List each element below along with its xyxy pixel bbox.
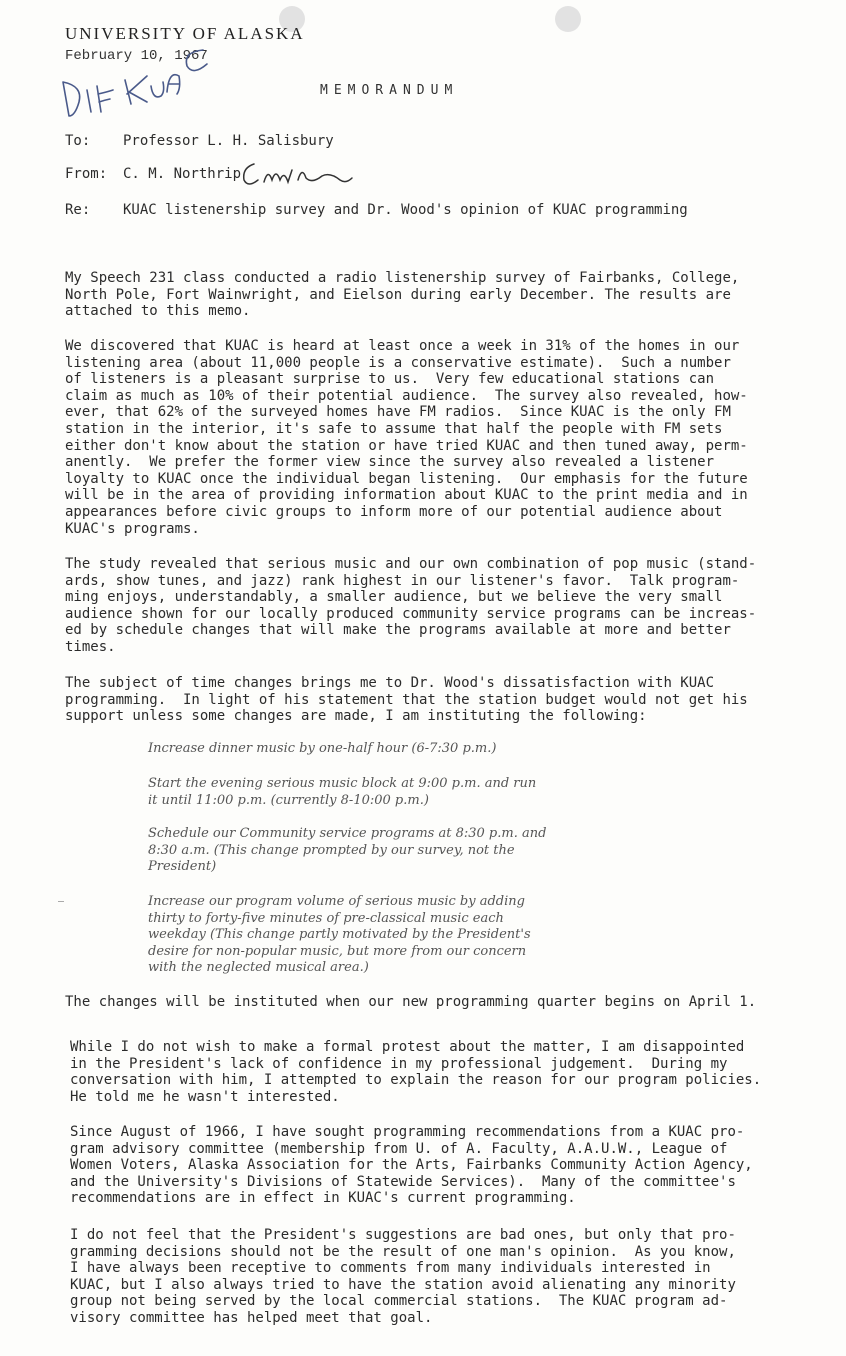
re-label: Re:	[65, 202, 91, 218]
to-label: To:	[65, 133, 91, 149]
paragraph-time-changes: The subject of time changes brings me to Dr. Wood's dissatisfaction with KUAC programming. In light of his statement that the station budget would not get his support unless some changes are made, I am instituting the following:	[65, 675, 748, 725]
change-item: Increase dinner music by one-half hour (6-7:30 p.m.)	[148, 741, 497, 756]
handwritten-scribble	[55, 42, 225, 127]
initials-scribble	[240, 160, 355, 190]
change-item: Increase our program volume of serious music by adding thirty to forty-five minutes of pre-classical music each weekday (This change partly motivated by the President's desire for non-popular music, but more from our concern with the neglected musical area.)	[148, 894, 531, 975]
from-value: C. M. Northrip	[123, 166, 242, 182]
paragraph-protest: While I do not wish to make a formal protest about the matter, I am disappointed in the President's lack of confidence in my professional judgement. During my conversation with him, I attempted to explain the reason for our program policies. He told me he wasn't interested.	[70, 1039, 762, 1105]
letterhead: UNIVERSITY OF ALASKA	[65, 24, 305, 43]
from-line	[65, 166, 241, 182]
handwritten-initials	[240, 160, 355, 190]
paragraph-survey-intro: My Speech 231 class conducted a radio listenership survey of Fairbanks, College, North Pole, Fort Wainwright, and Eielson during early December. The results are attached to this memo.	[65, 270, 740, 320]
from-label: From:	[65, 166, 108, 182]
margin-mark	[58, 901, 64, 902]
paragraph-changes-date: The changes will be instituted when our new programming quarter begins on April 1.	[65, 994, 757, 1010]
paragraph-music-findings: The study revealed that serious music and our own combination of pop music (stand- ards, show tunes, and jazz) rank highest in our listener's favor. Talk program- ming enjoys, understandably, a smaller audience, but we believe the very small audience shown for our locally produced community service programs can be increas- ed by schedule changes that will make the programs available at more and better times.	[65, 556, 757, 655]
handwritten-annotation	[55, 42, 225, 127]
change-item: Schedule our Community service programs at 8:30 p.m. and 8:30 a.m. (This change prompted by our survey, not the President)	[148, 826, 547, 874]
re-line	[65, 202, 688, 218]
change-item: Start the evening serious music block at 9:00 p.m. and run it until 11:00 p.m. (currently 8-10:00 p.m.)	[148, 776, 537, 808]
memo-title: MEMORANDUM	[320, 83, 459, 98]
paragraph-survey-results: We discovered that KUAC is heard at least once a week in 31% of the homes in our listening area (about 11,000 people is a conservative estimate). Such a number of listeners is a pleasant surprise to us. Very few educational stations can claim as much as 10% of their potential audience. The survey also revealed, how- ever, that 62% of the surveyed homes have FM radios. Since KUAC is the only FM station in the interior, it's safe to assume that half the people with FM sets either don't know about the station or have tried KUAC and then tuned away, perm- anently. We prefer the former view since the survey also revealed a listener loyalty to KUAC once the individual began listening. Our emphasis for the future will be in the area of providing information about KUAC to the print media and in appearances before civic groups to inform more of our potential audience about KUAC's programs.	[65, 338, 748, 537]
paragraph-advisory-committee: Since August of 1966, I have sought programming recommendations from a KUAC pro- gram advisory committee (membership from U. of A. Faculty, A.A.U.W., League of Women Voters, Alaska Association for the Arts, Fairbanks Community Action Agency, and the University's Divisions of Statewide Services). Many of the committee's recommendations are in effect in KUAC's current programming.	[70, 1124, 753, 1207]
re-value: KUAC listenership survey and Dr. Wood's opinion of KUAC programming	[123, 202, 688, 218]
paragraph-closing: I do not feel that the President's suggestions are bad ones, but only that pro- gramming decisions should not be the result of one man's opinion. As you know, I have always been receptive to comments from many individuals interested in KUAC, but I also always tried to have the station avoid alienating any minority group not being served by the local commercial stations. The KUAC program ad- visory committee has helped meet that goal.	[70, 1227, 736, 1326]
to-line	[65, 133, 334, 149]
to-value: Professor L. H. Salisbury	[123, 133, 334, 149]
memo-date: February 10, 1967	[65, 48, 208, 64]
punch-hole	[555, 6, 581, 32]
